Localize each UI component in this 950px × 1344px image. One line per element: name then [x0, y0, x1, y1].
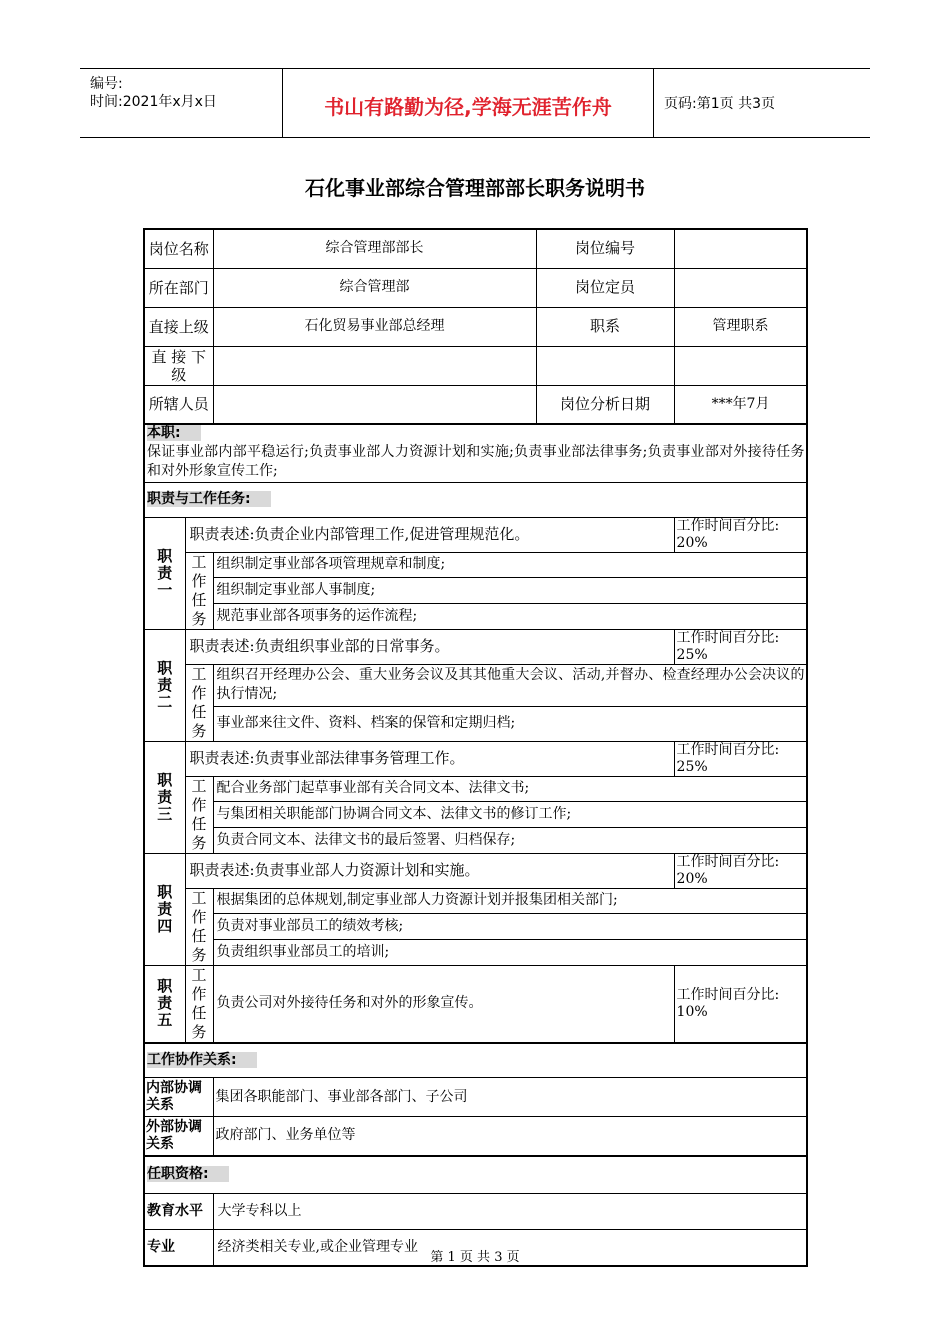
header-motto-cell: [283, 69, 654, 137]
task-row: [144, 914, 807, 940]
task-item: 根据集团的总体规划,制定事业部人力资源计划并报集团相关部门;: [213, 888, 807, 914]
task-row: [144, 801, 807, 828]
coop-heading: 工作协作关系:: [147, 1052, 257, 1068]
qual-label: 专业: [144, 1230, 213, 1266]
basic-value-2: [674, 268, 807, 307]
basic-label: 所在部门: [144, 268, 213, 307]
basic-info-row: [144, 346, 807, 385]
time-percent-label: 工作时间百分比:: [676, 741, 780, 758]
responsibility-name-text: 职 责 二: [157, 658, 173, 711]
qual-heading: 任职资格:: [147, 1166, 229, 1182]
task-label-text: 工作 任务: [191, 552, 207, 628]
coop-heading-cell: [144, 1043, 807, 1078]
qual-value: 大学专科以上: [213, 1194, 807, 1230]
time-percent-label: 工作时间百分比:: [676, 517, 780, 534]
responsibility-name: [144, 965, 185, 1043]
basic-label-2: 职系: [536, 307, 674, 346]
duty-text: 保证事业部内部平稳运行;负责事业部人力资源计划和实施;负责事业部法律事务;负责事业部对外接待任务和对外形象宣传工作;: [144, 442, 807, 482]
task-label: [185, 776, 213, 853]
task-row: [144, 578, 807, 604]
task-row: [144, 888, 807, 914]
responsibility-name-text: 职 责 三: [157, 770, 173, 823]
responsibility-name-text: 职 责 四: [157, 882, 173, 935]
task-row: [144, 706, 807, 741]
basic-value-2: ***年7月: [674, 385, 807, 424]
coop-label: 外部协调关系: [144, 1117, 213, 1156]
basic-value: [213, 346, 536, 385]
header-page-number: 页码:第1页 共3页: [664, 96, 775, 112]
task-item: 组织召开经理办公会、重大业务会议及其其他重大会议、活动,并督办、检查经理办公会决议的执行情况;: [213, 664, 807, 706]
qual-row: [144, 1194, 807, 1230]
responsibility-name: [144, 741, 185, 853]
task-item: 配合业务部门起草事业部有关合同文本、法律文书;: [213, 776, 807, 801]
task-label: [185, 664, 213, 741]
time-percent-cell: [674, 853, 807, 888]
responsibility-desc: 职责表述:负责组织事业部的日常事务。: [185, 629, 674, 664]
basic-value: [213, 385, 536, 424]
task-item: 组织制定事业部人事制度;: [213, 578, 807, 604]
responsibility-row: [144, 741, 807, 776]
coop-row: [144, 1117, 807, 1156]
basic-label-2: 岗位定员: [536, 268, 674, 307]
task-label-text: 工作 任务: [191, 664, 207, 740]
task-item: 负责对事业部员工的绩效考核;: [213, 914, 807, 940]
duty-heading: 本职:: [147, 425, 201, 441]
task-item: 组织制定事业部各项管理规章和制度;: [213, 552, 807, 578]
time-percent-cell: [674, 741, 807, 776]
task-label: [185, 552, 213, 629]
basic-info-row: [144, 307, 807, 346]
responsibility-row: [144, 853, 807, 888]
page-header: [80, 68, 870, 138]
basic-label: 直 接 下 级: [144, 346, 213, 385]
page-footer: 第 1 页 共 3 页: [430, 1250, 520, 1265]
header-page-cell: [654, 69, 870, 137]
time-percent-value: 20%: [676, 870, 708, 887]
responsibility-name: [144, 629, 185, 741]
header-meta-cell: [80, 69, 283, 137]
task-row: [144, 664, 807, 706]
basic-label-2: 岗位编号: [536, 229, 674, 268]
task-label-text: 工作 任务: [191, 965, 207, 1041]
responsibility-row: [144, 629, 807, 664]
responsibility-name: [144, 853, 185, 965]
basic-value: 综合管理部部长: [213, 229, 536, 268]
basic-label-2: [536, 346, 674, 385]
time-percent-cell: [674, 629, 807, 664]
resp-heading-cell: [144, 482, 807, 517]
task-item: 与集团相关职能部门协调合同文本、法律文书的修订工作;: [213, 801, 807, 828]
doc-number-label: 编号:: [90, 76, 123, 92]
task-label-text: 工作 任务: [191, 776, 207, 852]
basic-value-2: [674, 346, 807, 385]
qual-heading-cell: [144, 1156, 807, 1194]
basic-value: 石化贸易事业部总经理: [213, 307, 536, 346]
time-percent-cell: [674, 965, 807, 1043]
header-motto: 书山有路勤为径,学海无涯苦作舟: [324, 95, 612, 119]
task-item: 负责公司对外接待任务和对外的形象宣传。: [213, 965, 674, 1043]
qual-label: 教育水平: [144, 1194, 213, 1230]
responsibility-row: [144, 965, 807, 1043]
basic-info-row: [144, 229, 807, 268]
coop-value: 政府部门、业务单位等: [213, 1117, 807, 1156]
task-row: [144, 939, 807, 965]
resp-heading: 职责与工作任务:: [147, 491, 271, 507]
document-title: 石化事业部综合管理部部长职务说明书: [305, 176, 645, 200]
basic-info-row: [144, 385, 807, 424]
responsibility-desc: 职责表述:负责事业部人力资源计划和实施。: [185, 853, 674, 888]
time-percent-value: 10%: [676, 1003, 708, 1020]
coop-row: [144, 1078, 807, 1117]
qual-value: 经济类相关专业,或企业管理专业: [213, 1230, 807, 1266]
task-item: 负责合同文本、法律文书的最后签署、归档保存;: [213, 828, 807, 853]
responsibility-row: [144, 517, 807, 552]
task-item: 负责组织事业部员工的培训;: [213, 939, 807, 965]
time-percent-label: 工作时间百分比:: [676, 853, 780, 870]
time-percent-cell: [674, 517, 807, 552]
task-row: [144, 552, 807, 578]
time-percent-value: 20%: [676, 534, 708, 551]
time-percent-label: 工作时间百分比:: [676, 629, 780, 646]
responsibility-name-text: 职 责 一: [157, 546, 173, 599]
job-description-table: [143, 228, 808, 1267]
task-row: [144, 603, 807, 629]
task-item: 规范事业部各项事务的运作流程;: [213, 603, 807, 629]
task-label: [185, 888, 213, 965]
coop-label: 内部协调关系: [144, 1078, 213, 1117]
time-percent-value: 25%: [676, 758, 708, 775]
task-item: 事业部来往文件、资料、档案的保管和定期归档;: [213, 706, 807, 741]
basic-value-2: [674, 229, 807, 268]
task-label-text: 工作 任务: [191, 888, 207, 964]
coop-value: 集团各职能部门、事业部各部门、子公司: [213, 1078, 807, 1117]
task-row: [144, 828, 807, 853]
basic-label: 岗位名称: [144, 229, 213, 268]
duty-heading-cell: [144, 424, 807, 442]
basic-info-row: [144, 268, 807, 307]
responsibility-name-text: 职 责 五: [157, 977, 173, 1029]
responsibility-name: [144, 517, 185, 629]
time-percent-label: 工作时间百分比:: [676, 986, 780, 1003]
doc-time-label: 时间:2021年x月x日: [90, 94, 217, 110]
basic-label-2: 岗位分析日期: [536, 385, 674, 424]
time-percent-value: 25%: [676, 646, 708, 663]
task-label: [185, 965, 213, 1043]
basic-label: 所辖人员: [144, 385, 213, 424]
task-row: [144, 776, 807, 801]
basic-value: 综合管理部: [213, 268, 536, 307]
basic-label: 直接上级: [144, 307, 213, 346]
basic-value-2: 管理职系: [674, 307, 807, 346]
responsibility-desc: 职责表述:负责企业内部管理工作,促进管理规范化。: [185, 517, 674, 552]
responsibility-desc: 职责表述:负责事业部法律事务管理工作。: [185, 741, 674, 776]
